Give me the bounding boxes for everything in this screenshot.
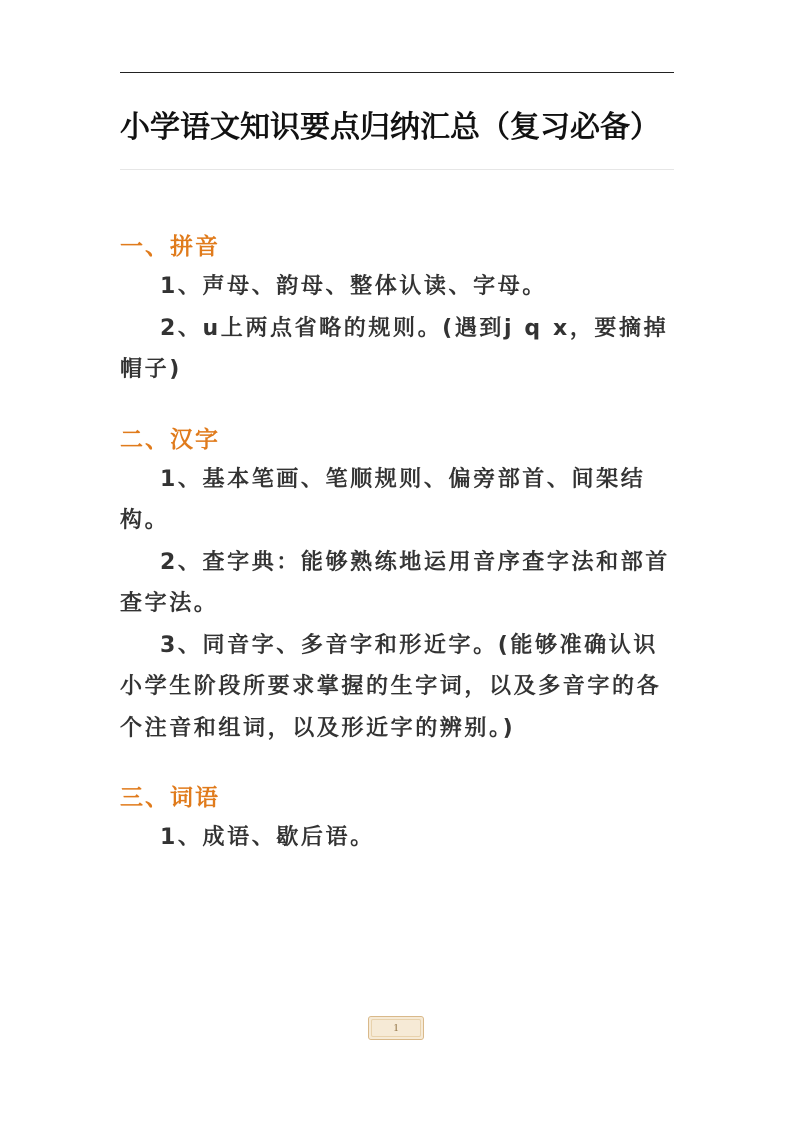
paragraph: 2、u上两点省略的规则。(遇到j q x，要摘掉帽子)	[120, 315, 669, 382]
paragraph: 2、查字典：能够熟练地运用音序查字法和部首查字法。	[120, 549, 670, 616]
paragraph: 1、声母、韵母、整体认读、字母。	[160, 274, 547, 299]
section-pinyin	[120, 228, 674, 391]
paragraph: 1、基本笔画、笔顺规则、偏旁部首、间架结构。	[120, 466, 646, 533]
page-number-badge	[368, 1016, 424, 1040]
top-rule	[120, 72, 674, 73]
paragraph: 1、成语、歇后语。	[160, 825, 375, 850]
section-hanzi	[120, 421, 674, 750]
title-divider	[120, 169, 674, 170]
section-heading: 三、词语	[120, 785, 220, 811]
document-body	[120, 228, 674, 889]
section-heading: 二、汉字	[120, 426, 220, 453]
paragraph: 3、同音字、多音字和形近字。(能够准确认识小学生阶段所要求掌握的生字词，以及多音字的各个注音和组词，以及形近字的辨别。)	[120, 632, 662, 741]
section-ciyu	[120, 779, 674, 859]
section-heading: 一、拼音	[120, 234, 220, 260]
page-number: 1	[393, 1022, 399, 1034]
document-title: 小学语文知识要点归纳汇总（复习必备）	[120, 110, 660, 145]
